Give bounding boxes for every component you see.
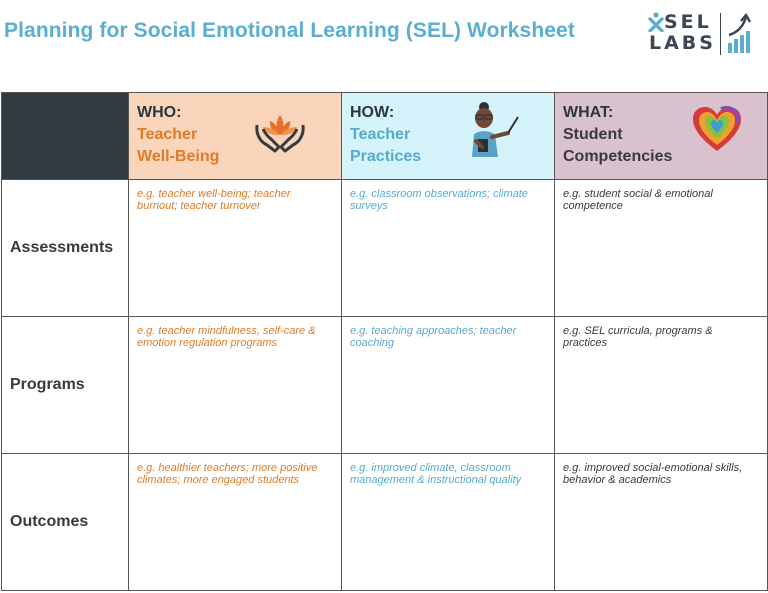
column-title-line: Student [563, 126, 623, 143]
column-header-who [129, 93, 342, 180]
cell-who-outcomes [129, 454, 342, 591]
corner-cell [2, 93, 129, 180]
example-text: e.g. improved climate, classroom management & instructional quality [350, 462, 522, 486]
logo-text-labs: LABS [649, 32, 716, 54]
cell-how-assessments [342, 180, 555, 317]
column-title-line: Well-Being [137, 148, 220, 165]
example-text: e.g. teacher mindfulness, self-care & emotion regulation programs [137, 325, 316, 349]
row-label-outcomes: Outcomes [2, 454, 129, 591]
example-text: e.g. student social & emotional competence [563, 188, 713, 212]
column-title-line: Teacher [350, 126, 411, 143]
example-text: e.g. teaching approaches; teacher coaching [350, 325, 517, 349]
example-text: e.g. improved social-emotional skills, behavior & academics [563, 462, 743, 486]
column-header-how [342, 93, 555, 180]
logo-text-sel: SEL [664, 11, 712, 33]
growth-chart-icon [726, 13, 752, 55]
column-key: HOW: [350, 104, 395, 121]
cell-who-programs [129, 317, 342, 454]
column-title-line: Competencies [563, 148, 673, 165]
column-header-what [555, 93, 768, 180]
cell-what-assessments [555, 180, 768, 317]
page-title: Planning for Social Emotional Learning (SEL) Worksheet [4, 19, 575, 42]
cell-how-programs [342, 317, 555, 454]
cell-how-outcomes [342, 454, 555, 591]
column-key: WHAT: [563, 104, 614, 121]
column-key: WHO: [137, 104, 182, 121]
column-title-line: Teacher [137, 126, 198, 143]
column-title-line: Practices [350, 148, 422, 165]
example-text: e.g. healthier teachers; more positive climates; more engaged students [137, 462, 318, 486]
example-text: e.g. SEL curricula, programs & practices [563, 325, 713, 349]
logo-divider [720, 13, 721, 55]
row-label-programs: Programs [2, 317, 129, 454]
cell-who-assessments [129, 180, 342, 317]
x-mark-icon [648, 12, 664, 32]
teacher-pointer-icon [468, 101, 528, 161]
example-text: e.g. classroom observations; climate surveys [350, 188, 528, 212]
lotus-hands-icon [253, 111, 307, 155]
row-label-assessments: Assessments [2, 180, 129, 317]
rainbow-heart-icon [691, 105, 743, 153]
cell-what-programs [555, 317, 768, 454]
sel-labs-logo [648, 11, 756, 57]
cell-what-outcomes [555, 454, 768, 591]
example-text: e.g. teacher well-being; teacher burnout; teacher turnover [137, 188, 291, 212]
sel-planning-table [1, 92, 768, 591]
